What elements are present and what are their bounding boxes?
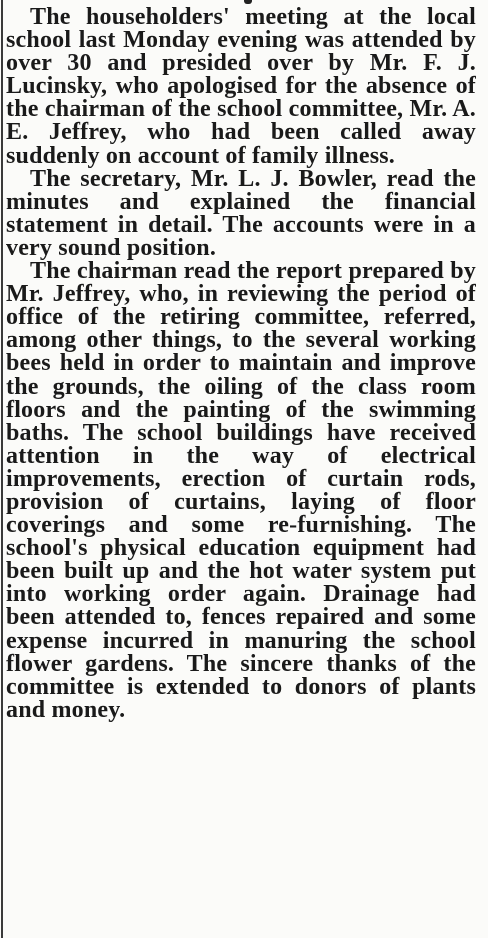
- column-rule: [1, 0, 3, 938]
- paragraph-meeting: The householders' meeting at the local school last Monday evening was attended by over 30 and presided over by Mr. F. J. Lucinsky, who apologised for the absence of the chairman of the school committee, Mr. A. E. Jeffrey, who had been called away suddenly on account of family illness.: [6, 4, 476, 169]
- article-body: [6, 6, 476, 722]
- paragraph-secretary: The secretary, Mr. L. J. Bowler, read the minutes and explained the financial statement in detail. The accounts were in a very sound position.: [6, 165, 476, 261]
- paragraph-report: The chairman read the report prepared by Mr. Jeffrey, who, in reviewing the period of office of the retiring committee, referred, among other things, to the several working bees held in order to maintain and improve the grounds, the oiling of the class room floors and the painting of the swimming baths. The school buildings have received attention in the way of electrical improvements, erection of curtain rods, provision of curtains, laying of floor coverings and some re-furnishing. The school's physical education equipment had been built up and the hot water system put into working order again. Drainage had been attended to, fences repaired and some expense incurred in manuring the school flower gardens. The sincere thanks of the committee is extended to donors of plants and money.: [6, 258, 476, 723]
